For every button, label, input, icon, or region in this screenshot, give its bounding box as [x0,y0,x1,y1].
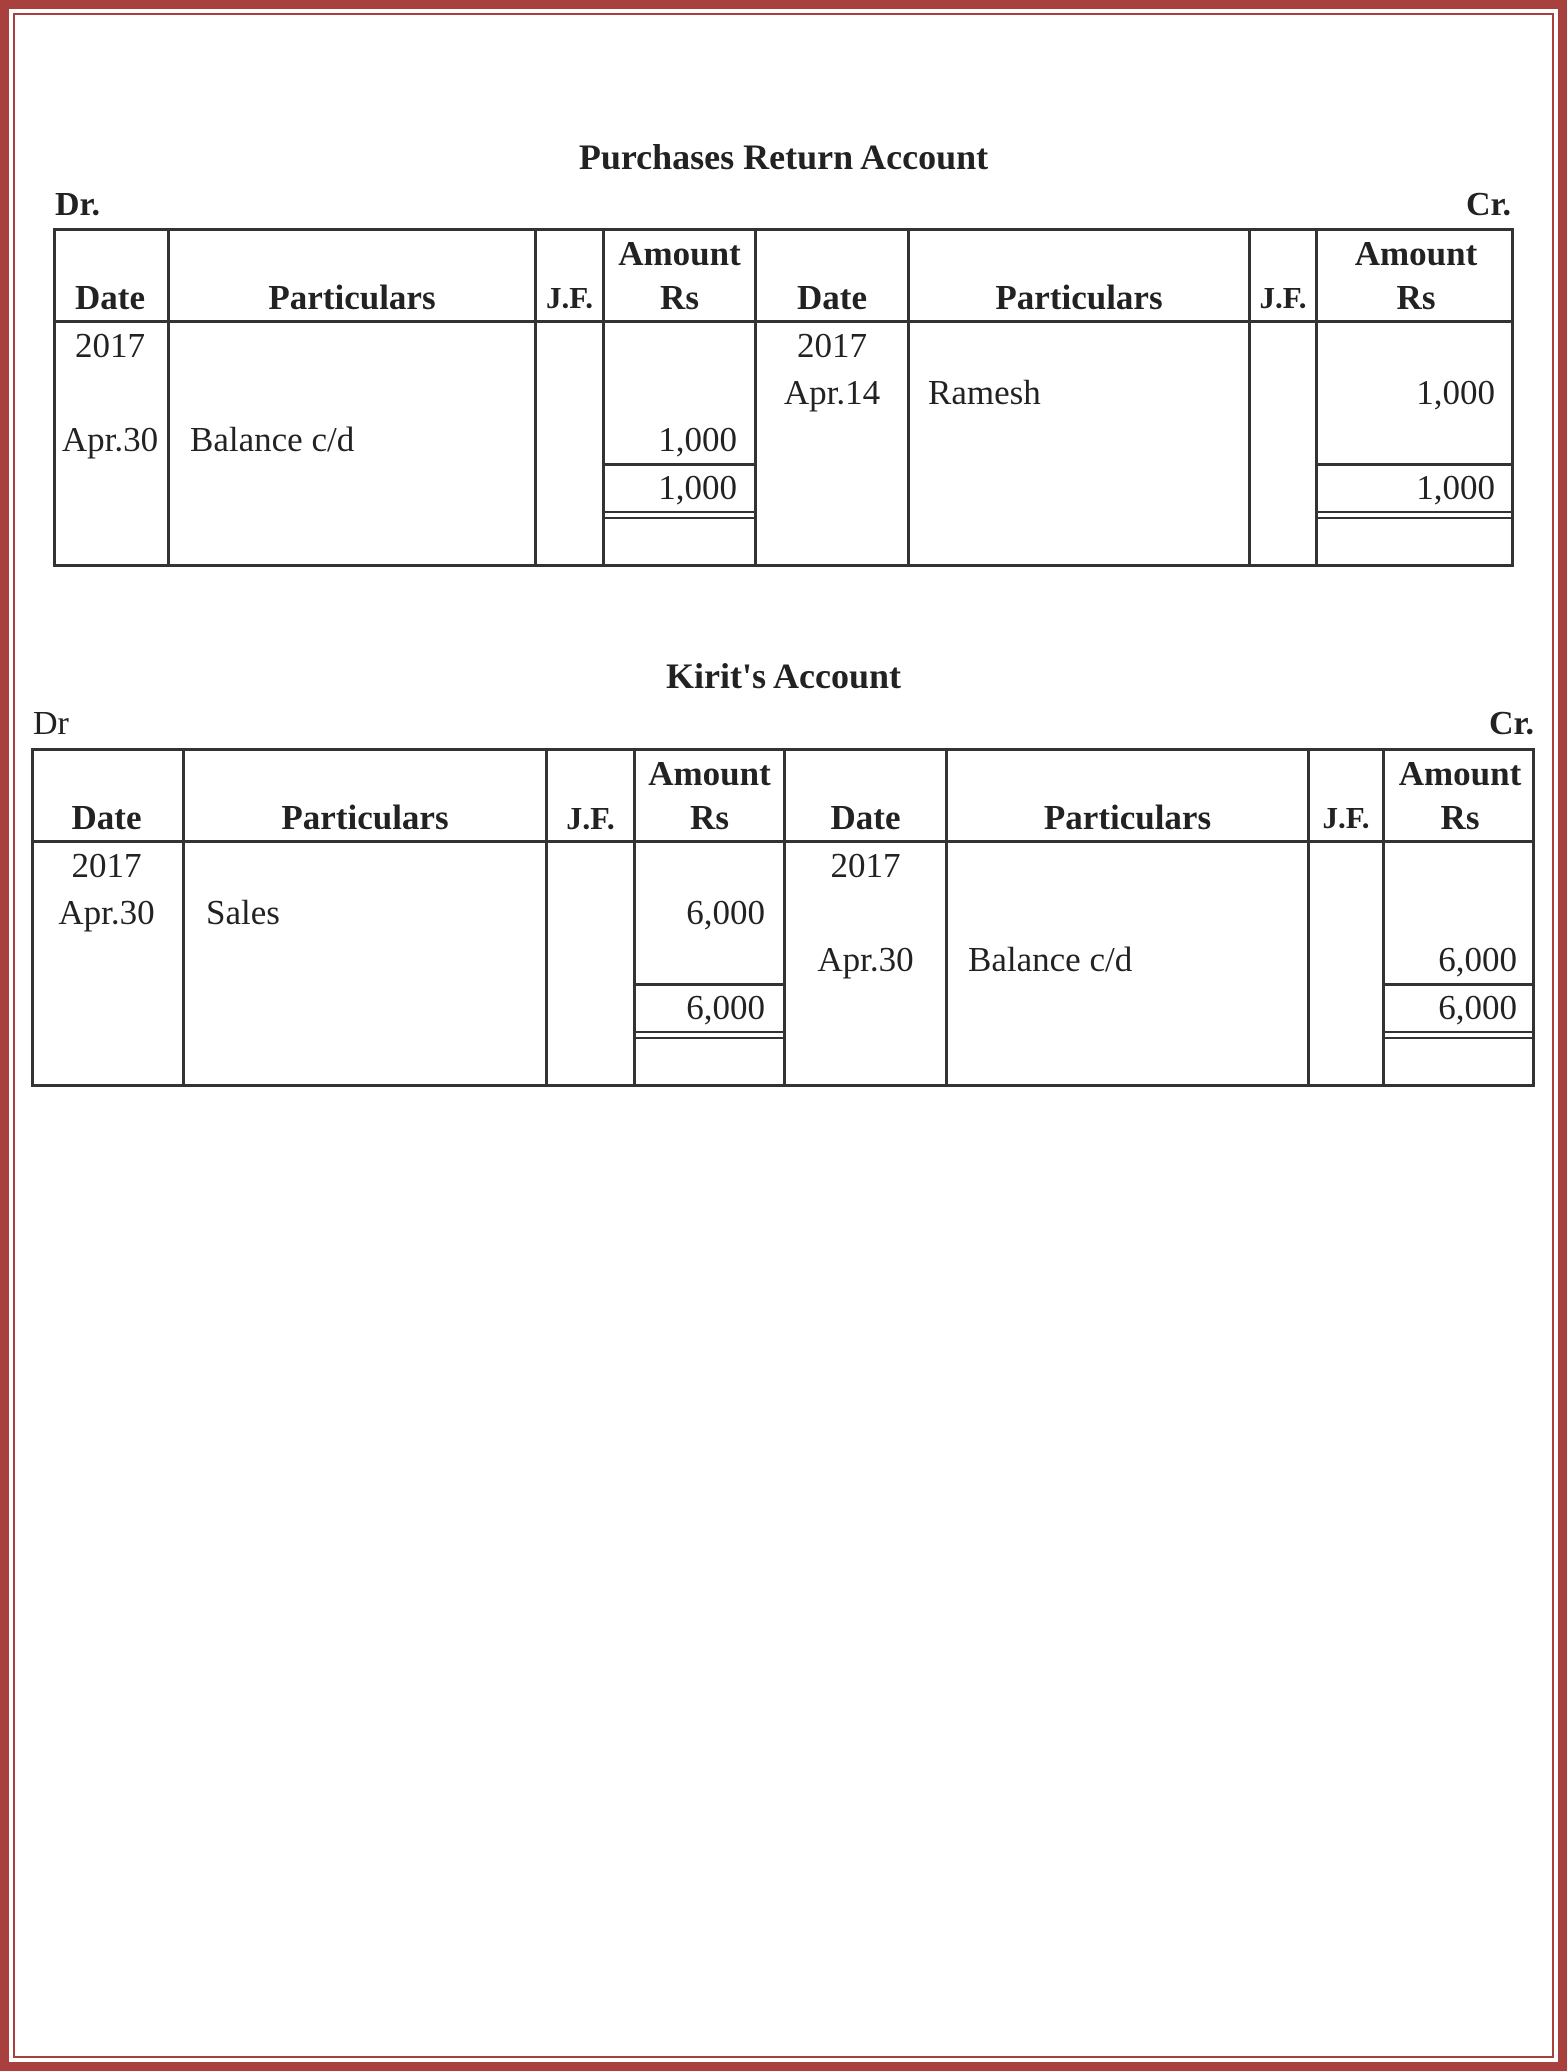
entry-date: Apr.30 [61,420,159,459]
kirit-cr-label: Cr. [1488,705,1534,742]
entry-year: 2017 [830,846,901,885]
header-amount-unit: Rs [1440,798,1480,837]
entry-amount: 1,000 [658,420,737,459]
header-rule [31,840,1535,843]
entry-date: Apr.30 [58,893,155,932]
entry-particulars: Ramesh [928,373,1041,412]
header-rule [53,320,1514,323]
header-particulars: Particulars [268,278,436,317]
header-date: Date [797,278,867,317]
header-particulars: Particulars [1043,798,1212,837]
entry-year: 2017 [797,326,867,365]
header-amount-unit: Rs [690,798,729,837]
entry-date: Apr.30 [817,940,914,979]
kirit-account-title: Kirit's Account [666,656,901,696]
header-amount: Amount [1354,234,1478,273]
total-amount: 6,000 [686,988,765,1027]
header-jf: J.F. [545,280,594,315]
header-amount-unit: Rs [660,278,699,317]
total-rule-double [1317,517,1514,519]
header-amount-unit: Rs [1396,278,1436,317]
header-jf: J.F. [566,800,615,836]
header-jf: J.F. [1259,280,1307,315]
total-rule-double [635,1031,785,1033]
entry-year: 2017 [71,846,142,885]
entry-amount: 1,000 [1416,373,1495,412]
total-amount: 6,000 [1438,988,1517,1027]
entry-particulars: Balance c/d [190,420,355,459]
header-amount: Amount [1398,754,1522,793]
entry-date: Apr.14 [783,373,881,412]
entry-amount: 6,000 [686,893,765,932]
purchases-return-ledger [53,228,1514,567]
header-particulars: Particulars [281,798,449,837]
header-particulars: Particulars [995,278,1163,317]
entry-particulars: Balance c/d [968,940,1133,979]
purchases-return-title: Purchases Return Account [578,137,989,177]
header-amount: Amount [618,234,741,273]
total-rule-double [1384,1031,1535,1033]
total-rule-double [635,1037,785,1039]
header-date: Date [75,278,145,317]
total-rule-double [604,511,756,513]
purchases-return-dr-label: Dr. [55,186,101,223]
purchases-return-cr-label: Cr. [1465,186,1511,223]
total-amount: 1,000 [658,468,737,507]
header-date: Date [71,798,142,837]
total-rule-double [1384,1037,1535,1039]
entry-year: 2017 [75,326,145,365]
kirit-dr-label: Dr [33,705,69,742]
entry-amount: 6,000 [1438,940,1517,979]
header-jf: J.F. [1322,800,1370,835]
total-rule-double [604,517,756,519]
total-rule-double [1317,511,1514,513]
kirit-ledger [31,748,1535,1087]
entry-particulars: Sales [206,893,280,932]
header-date: Date [830,798,901,837]
header-amount: Amount [648,754,771,793]
total-amount: 1,000 [1416,468,1495,507]
